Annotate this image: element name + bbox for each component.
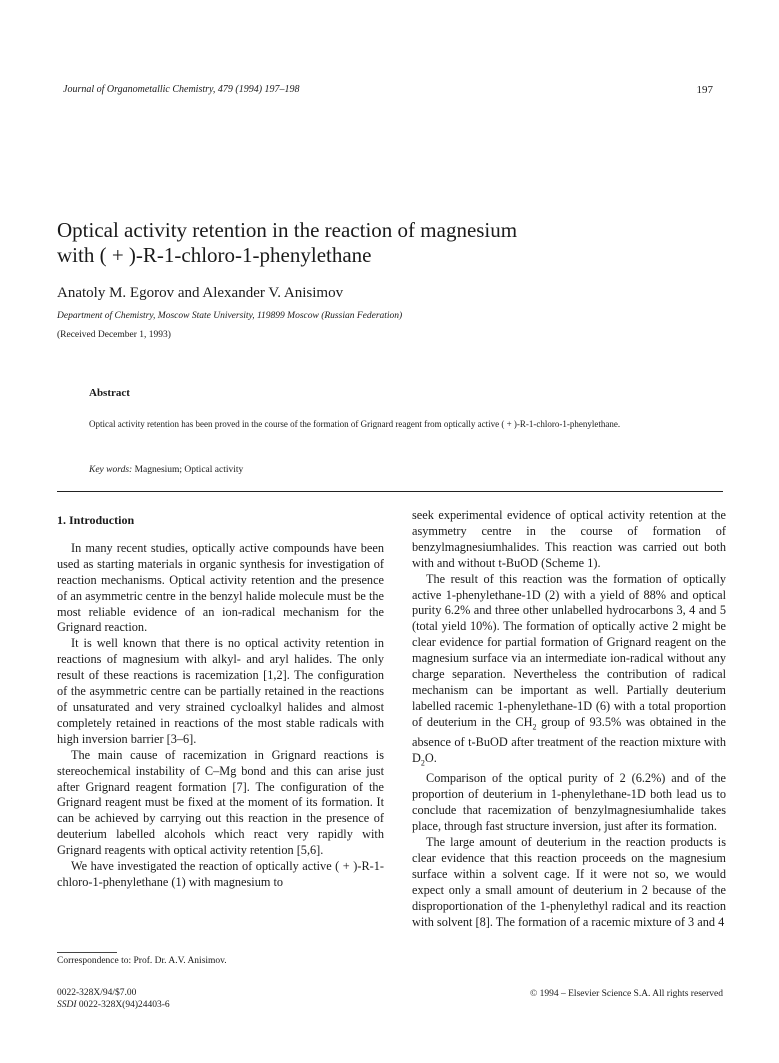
right-column <box>412 508 726 930</box>
paragraph: We have investigated the reaction of optically active ( + )-R-1-chloro-1-phenylethane (1) with magnesium to <box>57 859 384 889</box>
article-title <box>57 218 717 268</box>
received-date: (Received December 1, 1993) <box>57 330 171 340</box>
subscript: 2 <box>532 722 537 732</box>
left-column <box>57 513 384 891</box>
abstract-text: Optical activity retention has been proved in the course of the formation of Grignard reagent from optically active ( + )-R-1-chloro-1-phenylethane. <box>89 419 621 429</box>
section-heading: 1. Introduction <box>57 513 135 527</box>
paragraph: Comparison of the optical purity of 2 (6.2%) and of the proportion of deuterium in 1-phenylethane-1D both lead us to conclude that racemization of benzylmagnesiumhalide takes place, through fast structure inversion, just after its formation. <box>412 771 726 834</box>
section-divider <box>57 491 723 492</box>
copyright: © 1994 – Elsevier Science S.A. All rights reserved <box>530 989 723 999</box>
paragraph: seek experimental evidence of optical activity retention at the asymmetry centre in the course of formation of benzylmagnesiumhalides. This reaction was carried out both with and without t-BuOD (Scheme 1). <box>412 508 726 570</box>
paragraph: The large amount of deuterium in the reaction products is clear evidence that this reaction proceeds on the magnesium surface within a solvent cage. If it were not so, we would expect only a small amount of deuterium in 2 because of the disproportionation of the 1-phenylethyl radical and its reaction with solvent [8]. The formation of a racemic mixture of 3 and 4 <box>412 835 726 929</box>
paragraph: In many recent studies, optically active compounds have been used as starting materials in organic synthesis for investigation of reaction mechanisms. Optical activity retention and the presence of an asymmetric centre in the benzyl halide molecule must be the most reliable evidence of an ion-radical mechanism for the Grignard reaction. <box>57 540 384 635</box>
paragraph-text: The result of this reaction was the formation of optically active 1-phenylethane-1D (2) with a yield of 88% and optical purity 6.2% and three other unlabelled hydrocarbons 3, 4 and 5 (total yield 10%). The formation of optically active 2 might be clear evidence for partial formation of Grignard reagent on the magnesium surface via an intermediate ion-radical without any charge separation. Nevertheless the contribution of radical mechanism can be important as well. Partially deuterium labelled racemic 1-phenylethane-1D (6) with a total proportion of deuterium in the CH <box>412 571 726 729</box>
keywords-label: Key words: <box>89 465 133 475</box>
publication-codes <box>57 987 170 1011</box>
paragraph <box>412 572 726 772</box>
price-code: 0022-328X/94/$7.00 <box>57 988 137 998</box>
ssdi-label: SSDI <box>57 1000 77 1010</box>
paragraph-text: O. <box>424 751 437 766</box>
keywords-list: Magnesium; Optical activity <box>132 465 244 475</box>
paragraph: It is well known that there is no optical activity retention in reactions of magnesium with alkyl- and aryl halides. The only result of these reactions is racemization [1,2]. The configuration of the asymmetric centre can be partially retained in the reactions of unsaturated and very strained cycloalkyl halides and almost completely retained in reactions of the most stable radicals with high inversion barrier [3–6]. <box>57 636 384 746</box>
keywords <box>89 465 243 475</box>
ssdi-code <box>57 999 170 1011</box>
affiliation: Department of Chemistry, Moscow State University, 119899 Moscow (Russian Federation) <box>57 311 403 321</box>
correspondence-footnote: Correspondence to: Prof. Dr. A.V. Anisimov. <box>57 956 227 966</box>
page-number: 197 <box>696 84 713 96</box>
paragraph-text: group of 93.5% was obtained in the absence of t-BuOD after treatment of the reaction mixture with D <box>412 714 726 766</box>
subscript: 2 <box>420 758 425 768</box>
ssdi-value: 0022-328X(94)24403-6 <box>76 1000 170 1010</box>
title-line-1: Optical activity retention in the reaction of magnesium <box>57 218 518 242</box>
paragraph: The main cause of racemization in Grignard reactions is stereochemical instability of C–Mg bond and this can arise just after Grignard reagent formation [7]. The configuration of the Grignard reagent must be fixed at the moment of its formation. It can be achieved by carrying out this reaction in the presence of deuterium labelled alcohols which react very rapidly with Grignard reagents with optical activity retention [5,6]. <box>57 747 384 858</box>
abstract-heading: Abstract <box>89 387 130 399</box>
authors: Anatoly M. Egorov and Alexander V. Anisimov <box>57 285 344 301</box>
title-line-2: with ( + )-R-1-chloro-1-phenylethane <box>57 243 372 267</box>
footnote-divider <box>57 952 117 953</box>
running-head: Journal of Organometallic Chemistry, 479 (1994) 197–198 <box>63 84 300 95</box>
